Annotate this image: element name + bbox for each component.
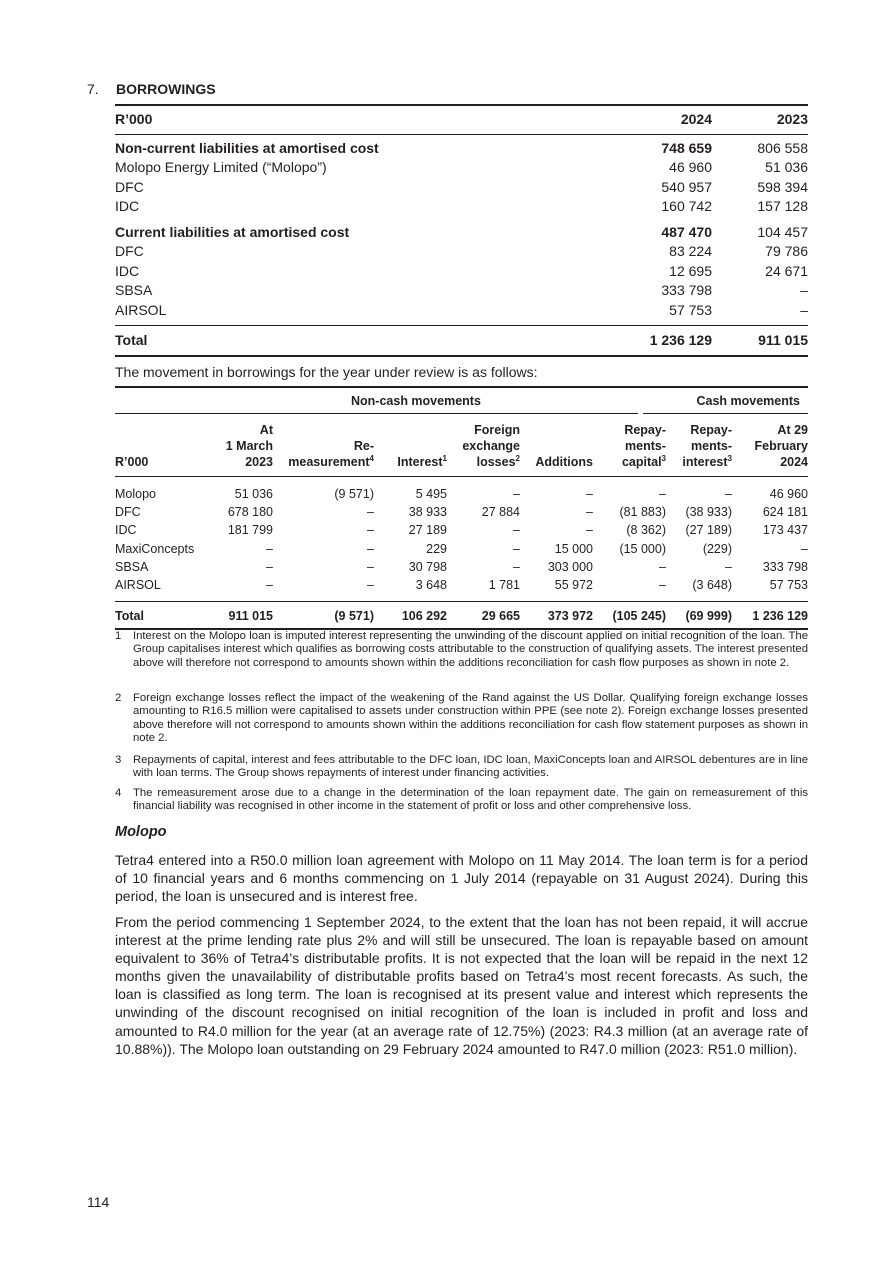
row-value: 173 437 <box>762 523 808 538</box>
total-label: Total <box>115 332 148 348</box>
row-label: AIRSOL <box>115 578 161 593</box>
section-title: BORROWINGS <box>116 81 216 97</box>
row-value: (229) <box>702 541 732 556</box>
row-value: – <box>659 487 666 501</box>
value-2023: 104 457 <box>757 223 808 240</box>
table-row <box>115 503 808 521</box>
row-value: – <box>725 487 732 501</box>
table-row <box>115 301 808 321</box>
value-2024: 487 470 <box>661 223 712 240</box>
row-value: 30 798 <box>408 559 447 574</box>
value-2024: 540 957 <box>661 178 712 195</box>
movement-table <box>115 386 808 630</box>
row-label: IDC <box>115 523 137 538</box>
total-value: (9 571) <box>334 609 374 624</box>
value-2024: 748 659 <box>661 139 712 156</box>
molopo-paragraph-2: From the period commencing 1 September 2024, to the extent that the loan has not been repaid, it will accrue interest at the prime lending rate plus 2% and will still be unsecured. The loan is repayable based on amount equivalent to 36% of Tetra4’s distributable profits. It is not expected that the loan will be repaid in the next 12 months given the unavailability of distributable profits based on Tetra4’s most recent forecasts. As such, the loan is classified as long term. The loan is recognised at its present value and interest which represents the unwinding of the discount recognised on initial recognition of the loan is included in profit and loss and amounted to R4.0 million for the year (at an average rate of 12.75%) (2023: R4.3 million (at an average rate of 10.88%)). The Molopo loan outstanding on 29 February 2024 amounted to R47.0 million (2023: R51.0 million). <box>115 914 808 1057</box>
movement-rows <box>115 485 808 594</box>
table-row <box>115 485 808 503</box>
row-value: (8 362) <box>626 523 666 538</box>
row-value: 57 753 <box>769 578 808 593</box>
table-row <box>115 281 808 301</box>
group-heading-label: Current liabilities at amortised cost <box>115 223 350 240</box>
value-2023: 806 558 <box>757 139 808 156</box>
total-value: 106 292 <box>401 609 447 624</box>
row-value: 229 <box>426 541 447 556</box>
total-value: (69 999) <box>685 609 732 624</box>
row-value: 181 799 <box>227 523 273 538</box>
total-value: 29 665 <box>481 609 520 624</box>
total-2024: 1 236 129 <box>649 332 712 348</box>
value-2024: 12 695 <box>669 262 712 279</box>
value-2023: 157 128 <box>757 198 808 214</box>
total-value: (105 245) <box>612 609 666 624</box>
table-row <box>115 558 808 576</box>
row-value: (81 883) <box>619 505 666 520</box>
row-value: – <box>586 487 593 501</box>
row-value: – <box>659 559 666 574</box>
row-value: – <box>586 505 593 520</box>
movement-intro-text: The movement in borrowings for the year under review is as follows: <box>115 364 538 380</box>
row-value: 1 781 <box>488 578 520 593</box>
group-heading-row <box>115 139 808 159</box>
borrowings-table <box>115 104 808 357</box>
page-number: 114 <box>87 1194 110 1210</box>
row-value: 38 933 <box>408 505 447 520</box>
row-value: (38 933) <box>685 505 732 520</box>
value-2023: – <box>800 301 808 318</box>
row-value: – <box>513 541 520 556</box>
row-label: SBSA <box>115 559 149 574</box>
footnote-text: Foreign exchange losses reflect the impact of the weakening of the Rand against the US Dollar. Qualifying foreign exchange losses amounting to R16.5 million were capitalised to assets under construction within PPE (see note 2). Foreign exchange losses presented above therefore will not correspond to amounts shown within the additions reconciliation for cash flow statement purposes as shown in note 2. <box>133 692 808 745</box>
footnote-text: The remeasurement arose due to a change in the determination of the loan repayment date. The gain on remeasurement of this financial liability was recognised in other income in the statement of profit or loss and other comprehensive loss. <box>133 787 808 813</box>
total-bottom-rule <box>115 355 808 357</box>
value-2023: – <box>800 282 808 298</box>
group-heading-label: Non-current liabilities at amortised cost <box>115 139 379 156</box>
row-value: (15 000) <box>619 541 666 556</box>
row-value: – <box>513 523 520 538</box>
footnote <box>115 692 808 746</box>
row-value: 15 000 <box>554 541 593 556</box>
table-row <box>115 262 808 282</box>
row-value: 5 495 <box>415 487 447 501</box>
header-repayments-capital: Repay- ments- capital$^3$ <box>621 423 666 469</box>
row-value: 55 972 <box>554 578 593 593</box>
footnote-number: 2 <box>115 692 122 704</box>
row-value: (9 571) <box>334 487 374 501</box>
table-row <box>115 576 808 594</box>
value-2023: 51 036 <box>765 159 808 175</box>
header-2023: 2023 <box>776 111 808 127</box>
row-value: – <box>513 487 520 501</box>
header-foreign-exchange-losses: Foreign exchange losses$^2$ <box>462 423 520 469</box>
row-value: – <box>725 559 732 574</box>
row-value: – <box>801 541 808 556</box>
cash-group-rule <box>643 413 808 414</box>
total-value: 1 236 129 <box>752 609 808 624</box>
cash-group-label: Cash movements <box>696 394 800 408</box>
row-value: – <box>586 523 593 538</box>
row-label: DFC <box>115 505 141 520</box>
noncash-group-label: Non-cash movements <box>351 394 481 408</box>
row-value: 678 180 <box>227 505 273 520</box>
footnote-text: Repayments of capital, interest and fees attributable to the DFC loan, IDC loan, MaxiConcepts loan and AIRSOL debentures are in line with loan terms. The Group shows repayments of interest under financing activities. <box>133 754 808 780</box>
total-row <box>115 602 808 628</box>
footnote <box>115 787 808 814</box>
row-value: – <box>266 578 273 593</box>
row-value: – <box>367 505 374 520</box>
header-interest: Interest$^1$ <box>397 453 447 469</box>
row-label: DFC <box>115 243 144 259</box>
row-value: 46 960 <box>769 487 808 501</box>
table-row <box>115 197 808 217</box>
row-value: – <box>367 523 374 538</box>
header-additions: Additions <box>535 455 593 469</box>
header-label: R’000 <box>115 111 153 127</box>
row-value: 27 189 <box>408 523 447 538</box>
row-value: (27 189) <box>685 523 732 538</box>
value-2024: 160 742 <box>661 198 712 214</box>
value-2024: 333 798 <box>661 282 712 298</box>
row-label: Molopo Energy Limited (“Molopo”) <box>115 159 327 175</box>
header-label: R’000 <box>115 455 149 469</box>
group-header-row <box>115 388 808 414</box>
row-value: – <box>659 578 666 593</box>
table-row <box>115 540 808 558</box>
row-value: 51 036 <box>234 487 273 501</box>
row-value: 3 648 <box>415 578 447 593</box>
row-label: IDC <box>115 262 140 279</box>
row-label: DFC <box>115 178 144 195</box>
row-value: – <box>367 578 374 593</box>
table-header-row <box>115 106 808 134</box>
row-value: – <box>266 559 273 574</box>
total-value: 373 972 <box>547 609 593 624</box>
row-value: (3 648) <box>692 578 732 593</box>
noncash-group-rule <box>115 413 638 414</box>
row-value: – <box>367 559 374 574</box>
row-label: Molopo <box>115 487 156 501</box>
value-2024: 83 224 <box>669 243 712 259</box>
total-2023: 911 015 <box>758 332 808 348</box>
row-value: 333 798 <box>762 559 808 574</box>
value-2023: 598 394 <box>757 178 808 195</box>
total-row <box>115 326 808 355</box>
group-heading-row <box>115 223 808 243</box>
molopo-paragraph-1: Tetra4 entered into a R50.0 million loan agreement with Molopo on 11 May 2014. The loan term is for a period of 10 financial years and 6 months commencing on 1 July 2014 (repayable on 31 August 2024). During this period, the loan is unsecured and is interest free. <box>115 852 808 905</box>
row-value: 624 181 <box>762 505 808 520</box>
header-at-29-february-2024: At 29 February 2024 <box>754 423 808 469</box>
footnote <box>115 754 808 781</box>
footnote-text: Interest on the Molopo loan is imputed interest representing the unwinding of the discount applied on initial recognition of the loan. The Group capitalises interest which qualifies as borrowing costs attributable to the construction of qualifying assets. The interest presented above will therefore not correspond to amounts shown within the additions reconciliation for cash flow purposes as shown in note 2. <box>133 630 808 669</box>
row-value: – <box>513 559 520 574</box>
footnote-number: 4 <box>115 787 122 799</box>
header-at-1-march-2023: At 1 March 2023 <box>225 423 273 469</box>
value-2024: 46 960 <box>669 159 712 175</box>
row-label: AIRSOL <box>115 301 167 318</box>
row-label: IDC <box>115 198 140 214</box>
value-2024: 57 753 <box>669 301 712 318</box>
row-value: – <box>367 541 374 556</box>
row-label: MaxiConcepts <box>115 541 195 556</box>
molopo-heading: Molopo <box>115 824 167 840</box>
footnote <box>115 630 808 670</box>
table-row <box>115 158 808 178</box>
table-row <box>115 178 808 198</box>
section-number: 7. <box>87 81 99 97</box>
column-header-row <box>115 414 808 476</box>
row-label: SBSA <box>115 282 153 298</box>
footnote-number: 1 <box>115 630 122 642</box>
header-2024: 2024 <box>680 111 712 127</box>
table-row <box>115 242 808 262</box>
table-row <box>115 521 808 539</box>
total-value: 911 015 <box>228 609 273 624</box>
footnote-number: 3 <box>115 754 122 766</box>
header-repayments-interest: Repay- ments- interest$^3$ <box>682 423 732 469</box>
row-value: 27 884 <box>481 505 520 520</box>
value-2023: 79 786 <box>765 243 808 259</box>
value-2023: 24 671 <box>765 262 808 279</box>
header-remeasurement: Re- measurement$^4$ <box>288 439 374 469</box>
total-label: Total <box>115 609 144 624</box>
row-value: 303 000 <box>547 559 593 574</box>
row-value: – <box>266 541 273 556</box>
